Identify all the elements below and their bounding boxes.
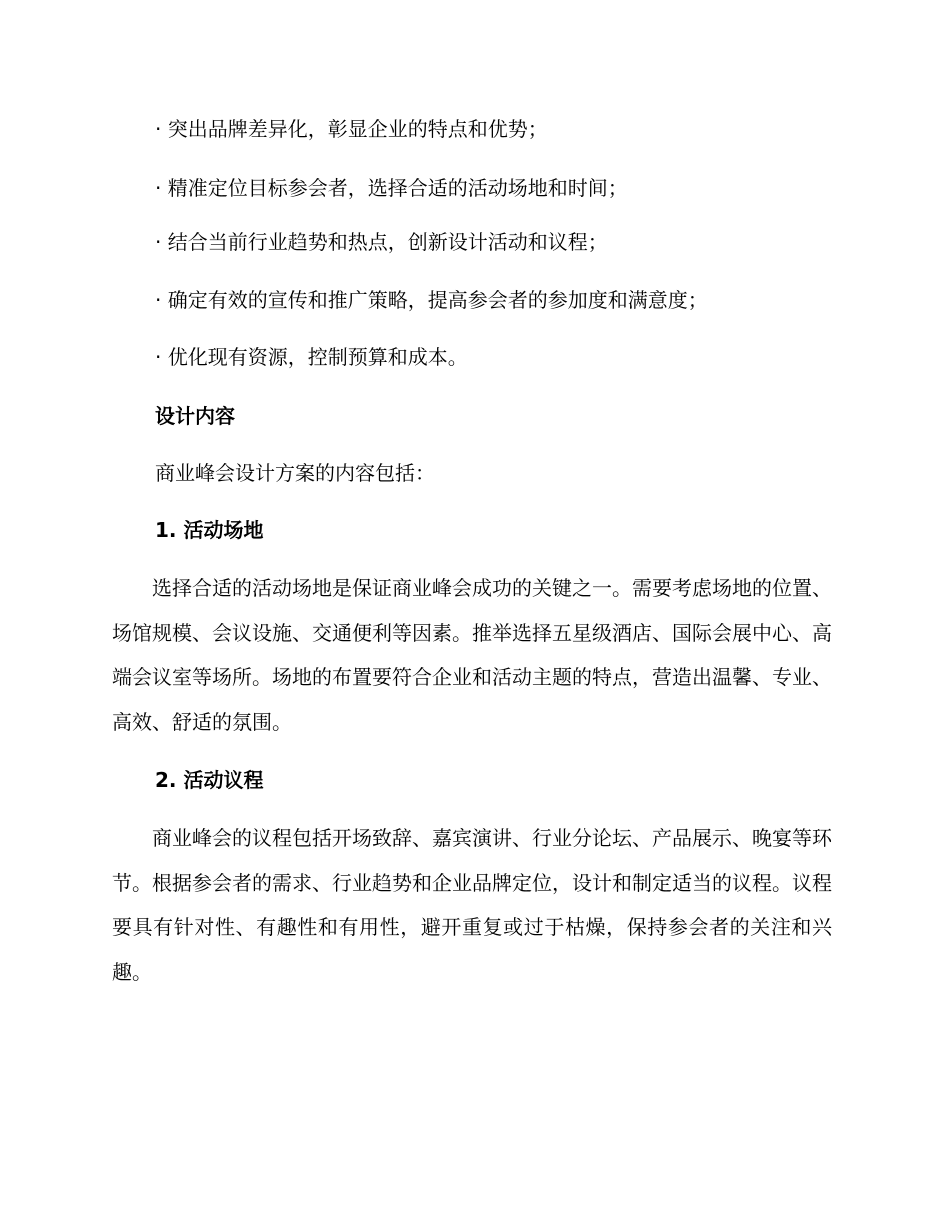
bullet-item: · 优化现有资源，控制预算和成本。 <box>155 345 468 369</box>
bullet-item: · 精准定位目标参会者，选择合适的活动场地和时间； <box>155 176 628 200</box>
section-heading: 设计内容 <box>155 404 235 428</box>
section-intro: 商业峰会设计方案的内容包括： <box>155 461 435 485</box>
venue-heading: 1. 活动场地 <box>155 518 264 542</box>
bullet-item: · 确定有效的宣传和推广策略，提高参会者的参加度和满意度； <box>155 288 708 312</box>
agenda-paragraph: 商业峰会的议程包括开场致辞、嘉宾演讲、行业分论坛、产品展示、晚宴等环节。根据参会者的需求、行业趋势和企业品牌定位，设计和制定适当的议程。议程要具有针对性、有趣性和有用性，避开重复或过于枯燥，保持参会者的关注和兴趣。 <box>112 826 832 984</box>
bullet-item: · 结合当前行业趋势和热点，创新设计活动和议程； <box>155 230 608 254</box>
bullet-item: · 突出品牌差异化，彰显企业的特点和优势； <box>155 117 548 141</box>
agenda-heading: 2. 活动议程 <box>155 768 264 792</box>
venue-paragraph: 选择合适的活动场地是保证商业峰会成功的关键之一。需要考虑场地的位置、场馆规模、会议设施、交通便利等因素。推举选择五星级酒店、国际会展中心、高端会议室等场所。场地的布置要符合企业和活动主题的特点，营造出温馨、专业、高效、舒适的氛围。 <box>112 576 832 734</box>
